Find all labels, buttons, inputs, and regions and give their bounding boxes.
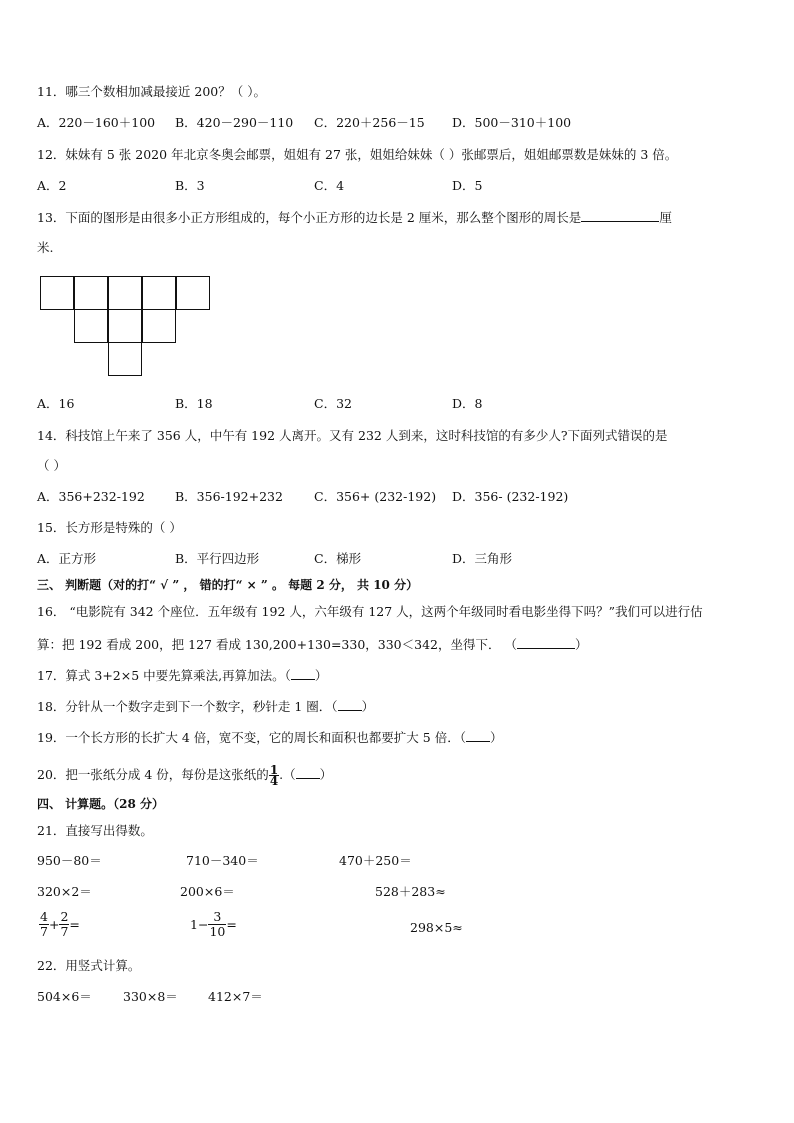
q18-line	[37, 698, 374, 715]
q18-text: 18．分针从一个数字走到下一个数字，秒针走 1 圈．（	[37, 699, 338, 714]
numerator: 4	[40, 909, 48, 924]
q19-line	[37, 729, 502, 746]
q13-stem-text: 13．下面的图形是由很多小正方形组成的，每个小正方形的边长是 2 厘米，那么整个图形的周长是	[37, 210, 582, 225]
q14-option-c: C．356+ (232-192)	[314, 489, 437, 504]
q13-option-d: D．8	[452, 396, 483, 411]
q16-line1: 16． “电影院有 342 个座位．五年级有 192 人，六年级有 127 人，这两个年级同时看电影坐得下吗？”我们可以进行估	[37, 604, 703, 619]
figure-square	[40, 276, 74, 310]
q21-item: 950－80＝	[37, 853, 102, 868]
equals-sign: =	[69, 917, 80, 932]
q21-stem: 21．直接写出得数。	[37, 823, 153, 838]
q21-item: 710－340＝	[186, 853, 259, 868]
q16-answer-blank[interactable]	[517, 636, 575, 649]
figure-square	[176, 276, 210, 310]
plus-sign: +	[48, 917, 60, 932]
q21-item: 200×6＝	[180, 884, 235, 899]
q21-item: 528＋283≈	[375, 884, 446, 899]
q11-option-c: C．220＋256－15	[314, 115, 425, 130]
q12-option-d: D．5	[452, 178, 483, 193]
q22-item: 412×7＝	[208, 989, 263, 1004]
q19-text: 19．一个长方形的长扩大 4 倍，宽不变，它的周长和面积也都要扩大 5 倍．（	[37, 730, 466, 745]
figure-square	[108, 276, 142, 310]
q12-option-b: B．3	[175, 178, 205, 193]
q11-stem: 11．哪三个数相加减最接近 200？（ ）。	[37, 84, 266, 99]
q11-option-b: B．420－290－110	[175, 115, 294, 130]
q20-answer-blank[interactable]	[296, 766, 320, 779]
q13-stem	[37, 209, 672, 226]
q14-answer-paren[interactable]: （ ）	[37, 458, 66, 473]
section-3-heading: 三、 判断题（对的打“ √ ” ， 错的打“ × ” 。 每题 2 分， 共 10 分）	[37, 578, 419, 592]
fraction	[208, 910, 226, 939]
q13-option-c: C．32	[314, 396, 352, 411]
q20-text: 20．把一张纸分成 4 份，每份是这张纸的	[37, 767, 269, 782]
q21-fraction-item-a	[39, 910, 80, 939]
q15-stem: 15．长方形是特殊的（ ）	[37, 520, 182, 535]
q17-answer-blank[interactable]	[291, 667, 315, 680]
q20-close-paren: ）	[319, 767, 333, 782]
denominator: 10	[209, 924, 226, 939]
q22-item: 330×8＝	[123, 989, 178, 1004]
denominator: 7	[60, 924, 69, 939]
numerator: 2	[60, 909, 69, 924]
q15-option-a: A．正方形	[37, 551, 97, 566]
one-minus: 1−	[190, 917, 209, 932]
q16-line2	[37, 636, 587, 653]
q15-option-d: D．三角形	[452, 551, 513, 566]
q16-close-paren: ）	[574, 637, 588, 652]
q13-stem-unit: 厘	[659, 210, 672, 225]
q16-line2-text: 算：把 192 看成 200，把 127 看成 130,200+130=330，330＜342，坐得下． （	[37, 637, 517, 652]
q19-answer-blank[interactable]	[466, 729, 490, 742]
q13-answer-blank[interactable]	[581, 209, 659, 222]
q13-option-a: A．16	[37, 396, 75, 411]
q12-option-c: C．4	[314, 178, 345, 193]
figure-square	[108, 309, 142, 343]
q21-item: 470＋250＝	[339, 853, 412, 868]
q21-item: 298×5≈	[410, 920, 463, 935]
q13-stem-cont: 米.	[37, 240, 54, 255]
q14-stem: 14．科技馆上午来了 356 人，中午有 192 人离开。又有 232 人到来，这时科技馆的有多少人?下面列式错误的是	[37, 428, 668, 443]
numerator: 3	[208, 910, 226, 925]
q20-fraction	[269, 765, 279, 786]
q12-stem: 12．妹妹有 5 张 2020 年北京冬奥会邮票，姐姐有 27 张，姐姐给妹妹（ ）张邮票后，姐姐邮票数是妹妹的 3 倍。	[37, 147, 678, 162]
q12-option-a: A．2	[37, 178, 67, 193]
q20-frac-den: 4	[269, 774, 279, 788]
fraction	[39, 910, 49, 939]
q14-option-b: B．356-192+232	[175, 489, 283, 504]
q20-frac-num: 1	[269, 763, 279, 777]
fraction	[59, 910, 69, 939]
q22-item: 504×6＝	[37, 989, 92, 1004]
q20-line	[37, 765, 332, 786]
q18-close-paren: ）	[361, 699, 375, 714]
section-4-heading: 四、 计算题。（28 分）	[37, 797, 165, 811]
q14-option-a: A．356+232-192	[37, 489, 145, 504]
q21-item: 320×2＝	[37, 884, 92, 899]
q20-tail: .（	[279, 767, 296, 782]
q17-text: 17．算式 3+2×5 中要先算乘法,再算加法。（	[37, 668, 291, 683]
q14-option-d: D．356- (232-192)	[452, 489, 569, 504]
q11-option-a: A．220－160＋100	[37, 115, 156, 130]
figure-square	[74, 276, 108, 310]
q15-option-b: B．平行四边形	[175, 551, 260, 566]
q17-line	[37, 667, 327, 684]
q17-close-paren: ）	[314, 668, 328, 683]
q18-answer-blank[interactable]	[338, 698, 362, 711]
figure-square	[74, 309, 108, 343]
q21-fraction-item-b	[190, 910, 237, 939]
q19-close-paren: ）	[489, 730, 503, 745]
figure-square	[142, 309, 176, 343]
figure-square	[142, 276, 176, 310]
denominator: 7	[40, 924, 48, 939]
q15-option-c: C．梯形	[314, 551, 362, 566]
figure-square	[108, 342, 142, 376]
q13-option-b: B．18	[175, 396, 213, 411]
q11-option-d: D．500－310＋100	[452, 115, 572, 130]
q22-stem: 22．用竖式计算。	[37, 958, 141, 973]
equals-sign: =	[226, 917, 237, 932]
